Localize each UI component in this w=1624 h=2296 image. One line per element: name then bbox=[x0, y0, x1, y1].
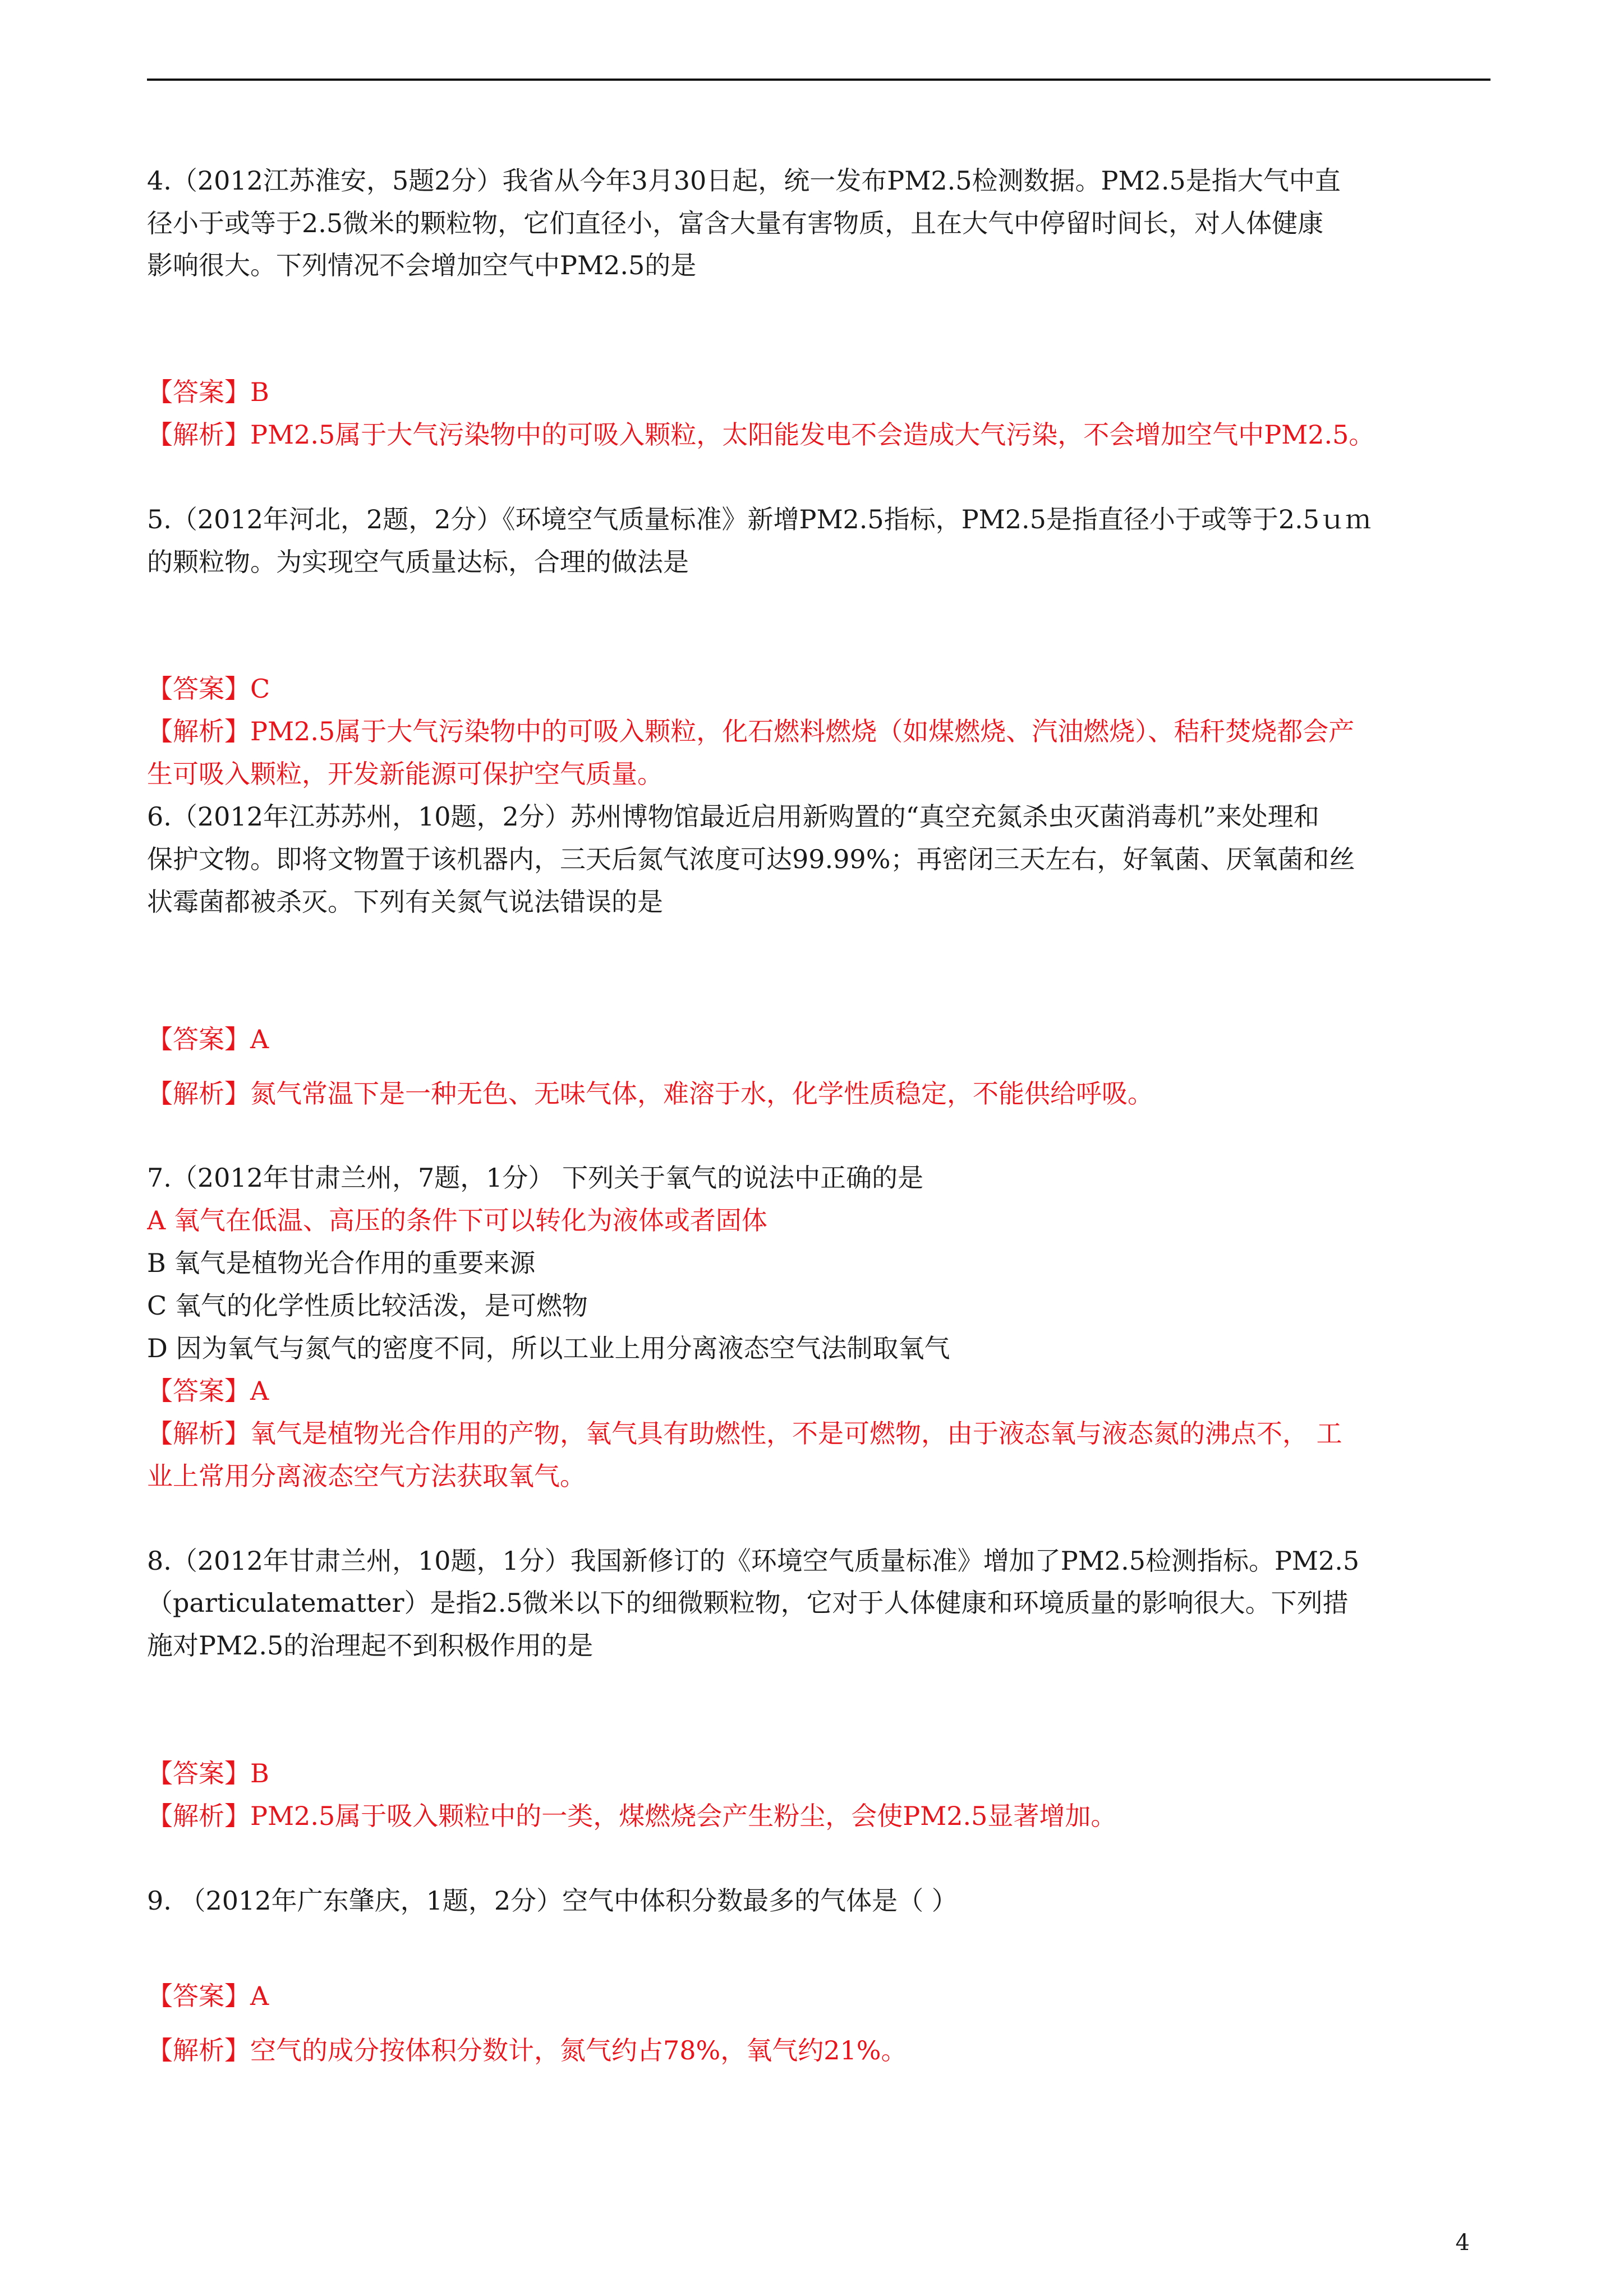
question-stem: 8.（2012年甘肃兰州，10题，1分）我国新修订的《环境空气质量标准》增加了PM2.5检测指标。PM2.5 bbox=[147, 1546, 1360, 1576]
answer: 【答案】C bbox=[147, 674, 270, 704]
explanation: 【解析】空气的成分按体积分数计，氮气约占78%，氧气约21%。 bbox=[147, 2035, 907, 2066]
question-stem: 5.（2012年河北，2题，2分）《环境空气质量标准》新增PM2.5指标，PM2.5是指直径小于或等于2.5ｕｍ bbox=[147, 504, 1372, 534]
question-stem: 施对PM2.5的治理起不到积极作用的是 bbox=[147, 1630, 594, 1661]
question-stem: （particulatematter）是指2.5微米以下的细微颗粒物，它对于人体健康和环境质量的影响很大。下列措 bbox=[147, 1588, 1349, 1618]
page-number: 4 bbox=[1455, 2230, 1470, 2256]
explanation: 【解析】PM2.5属于大气污染物中的可吸入颗粒，化石燃料燃烧（如煤燃烧、汽油燃烧）、秸秆焚烧都会产 bbox=[147, 716, 1355, 746]
question-stem: 7.（2012年甘肃兰州，7题，1分） 下列关于氧气的说法中正确的是 bbox=[147, 1163, 924, 1193]
question-stem: 6.（2012年江苏苏州，10题，2分）苏州博物馆最近启用新购置的“真空充氮杀虫灭菌消毒机”来处理和 bbox=[147, 801, 1319, 832]
option-a: A 氧气在低温、高压的条件下可以转化为液体或者固体 bbox=[147, 1205, 767, 1235]
question-stem: 4.（2012江苏淮安，5题2分）我省从今年3月30日起，统一发布PM2.5检测数据。PM2.5是指大气中直 bbox=[147, 165, 1341, 196]
answer: 【答案】A bbox=[147, 1981, 269, 2011]
question-stem: 9. （2012年广东肇庆，1题，2分）空气中体积分数最多的气体是（ ） bbox=[147, 1885, 958, 1916]
answer: 【答案】A bbox=[147, 1024, 269, 1054]
answer: 【答案】B bbox=[147, 377, 269, 407]
question-stem: 的颗粒物。为实现空气质量达标，合理的做法是 bbox=[147, 547, 689, 577]
answer: 【答案】A bbox=[147, 1376, 269, 1406]
question-stem: 保护文物。即将文物置于该机器内，三天后氮气浓度可达99.99%；再密闭三天左右，好氧菌、厌氧菌和丝 bbox=[147, 844, 1355, 874]
option-b: B 氧气是植物光合作用的重要来源 bbox=[147, 1248, 536, 1278]
question-stem: 状霉菌都被杀灭。下列有关氮气说法错误的是 bbox=[147, 887, 663, 917]
option-c: C 氧气的化学性质比较活泼，是可燃物 bbox=[147, 1290, 588, 1321]
explanation: 【解析】PM2.5属于吸入颗粒中的一类，煤燃烧会产生粉尘，会使PM2.5显著增加。 bbox=[147, 1801, 1117, 1831]
question-stem: 影响很大。下列情况不会增加空气中PM2.5的是 bbox=[147, 250, 697, 280]
option-d: D 因为氧气与氮气的密度不同，所以工业上用分离液态空气法制取氧气 bbox=[147, 1333, 950, 1363]
explanation: 【解析】氮气常温下是一种无色、无味气体，难溶于水，化学性质稳定，不能供给呼吸。 bbox=[147, 1078, 1153, 1109]
answer: 【答案】B bbox=[147, 1758, 269, 1788]
header-rule bbox=[147, 79, 1490, 81]
explanation: 业上常用分离液态空气方法获取氧气。 bbox=[147, 1461, 586, 1491]
explanation: 【解析】PM2.5属于大气污染物中的可吸入颗粒，太阳能发电不会造成大气污染，不会增加空气中PM2.5。 bbox=[147, 419, 1375, 450]
explanation: 生可吸入颗粒，开发新能源可保护空气质量。 bbox=[147, 759, 663, 789]
question-stem: 径小于或等于2.5微米的颗粒物，它们直径小，富含大量有害物质，且在大气中停留时间长，对人体健康 bbox=[147, 208, 1324, 238]
explanation: 【解析】氧气是植物光合作用的产物，氧气具有助燃性，不是可燃物，由于液态氧与液态氮的沸点不， 工 bbox=[147, 1418, 1342, 1449]
